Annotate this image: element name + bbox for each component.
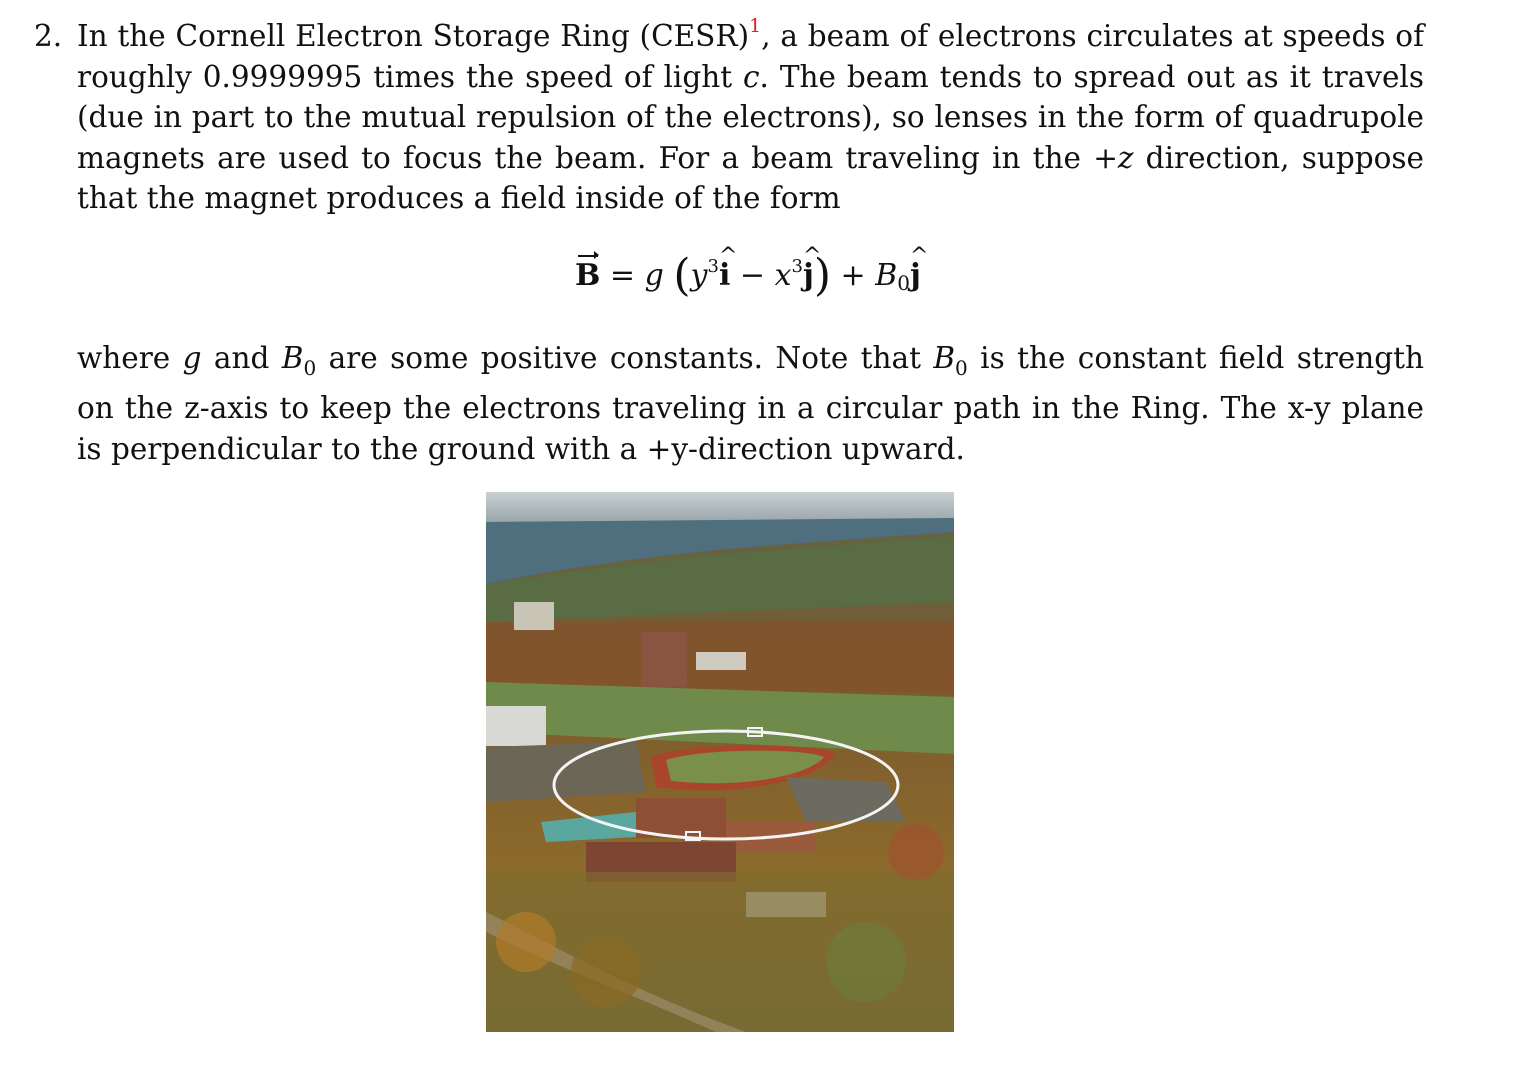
eq-i-hat: ^ i	[719, 258, 730, 293]
eq-plus: +	[840, 258, 866, 293]
cesr-aerial-photo	[486, 492, 954, 1032]
p2-B0-b: B	[933, 341, 956, 375]
eq-minus: −	[739, 258, 766, 293]
eq-j-hat: ^ j	[803, 258, 814, 293]
p2-B0-sub-b: 0	[955, 355, 968, 380]
intro-text-1: In the Cornell Electron Storage Ring (CESR)	[77, 19, 750, 53]
footnote-mark[interactable]: 1	[749, 15, 762, 37]
eq-exp1: 3	[707, 256, 719, 277]
problem-number: 2.	[34, 19, 63, 53]
intro-text-4: direction, suppose that the magnet produces a field inside of the form	[77, 140, 1424, 215]
B-vector: B	[575, 258, 601, 293]
eq-equals: =	[609, 258, 636, 293]
var-z: z	[1117, 140, 1134, 175]
p2-text-3: are some positive constants. Note that	[316, 341, 934, 375]
eq-exp2: 3	[791, 256, 803, 277]
eq-x: x	[774, 258, 792, 293]
field-equation: B = g ($y^3\^{}$ $i - x^3\^{}$ $j) + B_0\^{}$ j	[575, 250, 921, 301]
eq-B0: B	[875, 258, 898, 293]
p2-B0-sub-a: 0	[303, 355, 317, 380]
eq-g: g	[644, 258, 664, 293]
p2-text-2: and	[201, 341, 282, 375]
p2-text-4: is the constant field strength on the z-axis to keep the electrons traveling in a circular path in the Ring. The x-y plane is perpendicular to the ground with a +y-direction upward.	[77, 341, 1425, 466]
eq-j-hat-2: ^ j	[910, 258, 921, 293]
p2-text-1: where	[77, 341, 183, 375]
eq-B0-sub: 0	[897, 271, 910, 295]
var-c: c	[743, 59, 760, 94]
intro-text-2: , a beam of electrons circulates at speeds of roughly 0.9999995 times the speed of light	[77, 19, 1424, 94]
problem-intro	[77, 16, 1424, 219]
p2-g: g	[182, 341, 202, 375]
problem-2	[34, 16, 1424, 219]
p2-B0-a: B	[281, 341, 304, 375]
paragraph-2	[77, 338, 1424, 469]
intro-text-3: . The beam tends to spread out as it travels (due in part to the mutual repulsion of the electrons), so lenses in the form of quadrupole magnets are used to focus the beam. For a beam traveling in the +	[77, 59, 1425, 175]
eq-y: y	[690, 258, 708, 293]
